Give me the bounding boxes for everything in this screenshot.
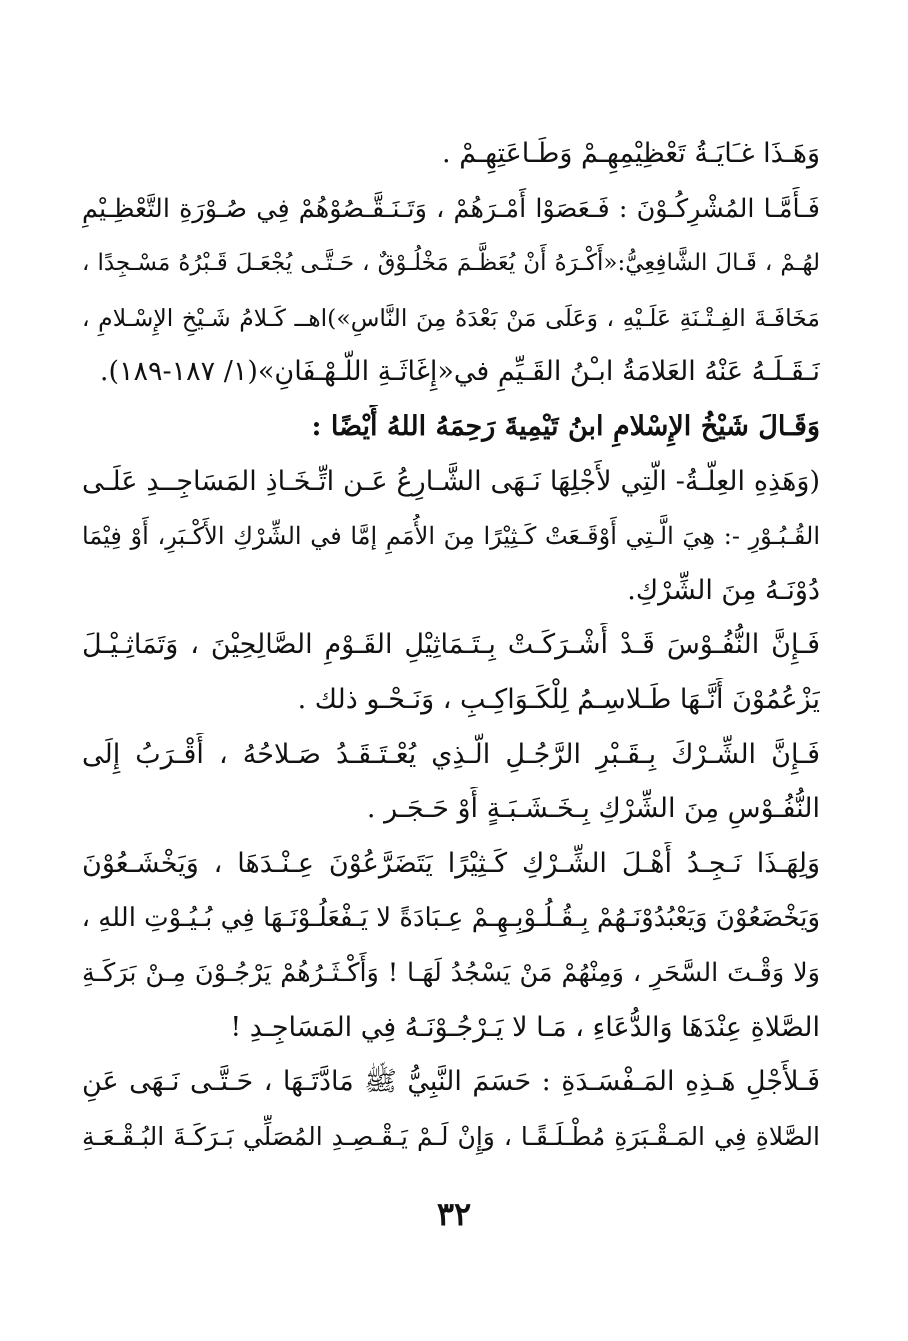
text-line-7: (وَهَذِهِ العِلَّـةُ- الَّتِي لأَجْلِهَا نَـهَى الشَّـارِعُ عَـن اتِّـخَـاذِ المَسَاجِــدِ عَلَـى: [82, 466, 820, 497]
page-number: ٣٢: [436, 1195, 472, 1233]
text-line-6: وَقَـالَ شَيْخُ الإِسْلامِ ابنُ تَيْمِيةَ رَحِمَهُ اللهُ أَيْضًا :: [311, 411, 820, 442]
text-line-9: دُوْنَـهُ مِنَ الشِّرْكِ.: [627, 575, 820, 606]
text-line-15: وَيَخْضَعُوْنَ وَيَعْبُدُوْنَـهُمْ بِـقُـلُـوْبِـهِـمْ عِـبَادَةً لا يَـفْعَلُـوْنَـهَا فِي بُـيُـوْتِ اللهِ ،: [82, 903, 820, 933]
text-line-18: فَـلأَجْلِ هَـذِهِ المَـفْسَـدَةِ : حَسَمَ النَّبِيُّ ﷺ مَادَّتَـهَا ، حَـتَّـى نَـهَى عَنِ: [82, 1066, 820, 1097]
text-line-14: وَلِهَـذَا نَـجِـدُ أَهْـلَ الشِّـرْكِ كَـثِيْرًا يَتَضَرَّعُوْنَ عِـنْـدَهَا ، وَيَخْشَـعُوْنَ: [82, 848, 820, 879]
text-line-16: وَلا وَقْـتَ السَّحَرِ ، وَمِنْهُمْ مَنْ يَسْجُدُ لَهَـا ! وَأَكْـثَـرُهُمْ يَرْجُـوْنَ مِـنْ بَرَكَـةِ: [82, 958, 820, 988]
text-line-12: فَـإِنَّ الشِّـرْكَ بِـقَـبْرِ الرَّجُـلِ الَّـذِي يُعْـتَـقَـدُ صَـلاحُهُ ، أَقْـرَبُ إِلَى: [82, 739, 820, 770]
text-line-1: وَهَـذَا غـَايَـةُ تَعْظِيْمِهِـمْ وَطَـاعَتِهِـمْ .: [442, 138, 820, 169]
text-line-13: النُّفُـوْسِ مِنَ الشِّرْكِ بِـخَـشَـبَـةٍ أَوْ حَـجَـر .: [366, 793, 820, 824]
text-line-8: القُـبُـوْرِ -: هِيَ الَّـتِي أَوْقَـعَتْ كَـثِيْرًا مِنَ الأُمَمِ إمَّا في الشِّرْكِ الأَكْـبَرِ، أَوْ فِيْمَا: [82, 522, 820, 550]
text-line-19: الصَّلاةِ فِي المَـقْـبَرَةِ مُطْـلَـقًـا ، وَإِنْ لَـمْ يَـقْـصِـدِ المُصَلِّي بَـرَكَـةَ البُـقْـعَـةِ: [82, 1122, 820, 1151]
text-line-11: يَزْعُمُوْنَ أَنَّـهَا طَـلاسِـمُ لِلْكَـوَاكِـبِ ، وَنَـحْـو ذلك .: [297, 684, 820, 715]
text-line-5: نَـقَـلَـهُ عَنْهُ العَلامَةُ ابـْنُ القَـيِّمِ في«إِغَاثَـةِ اللَّـهْـفَانِ»(١/ ١٨٧-١٨٩).: [99, 356, 820, 387]
text-line-4: مَخَافَـةَ الفِـتْـنَةِ عَلَـيْهِ ، وَعَلَى مَنْ بَعْدَهُ مِنَ النَّاسِ»)اهــ كَـلامُ شَـيْخِ الإِسْـلامِ ،: [82, 304, 820, 332]
text-line-17: الصَّلاةِ عِنْدَهَا وَالدُّعَاءِ ، مَـا لا يَـرْجُـوْنَـهُ فِي المَسَاجِـدِ !: [230, 1012, 820, 1043]
text-line-3: لهُـمْ ، قَـالَ الشَّافِعِيُّ:«أَكْـرَهُ أَنْ يُعَظَّـمَ مَخْلُـوْقٌ ، حَـتَّـى يُجْعَـلَ قَـبْرُهُ مَسْـجِدًا ،: [82, 250, 820, 276]
text-line-10: فَـإِنَّ النُّفُـوْسَ قَـدْ أَشْـرَكَـتْ بِـتَـمَاثِيْلِ القَـوْمِ الصَّالِحِيْنَ ، وَتَمَاثِـيْـلَ: [82, 629, 820, 660]
text-line-2: فَـأَمَّـا المُشْرِكُـوْنَ : فَـعَصَوْا أَمْـرَهُمْ ، وَتَـنَـقَّـصُوْهُمْ فِي صُـوْرَةِ التَّعْظِـيْمِ: [82, 194, 820, 224]
